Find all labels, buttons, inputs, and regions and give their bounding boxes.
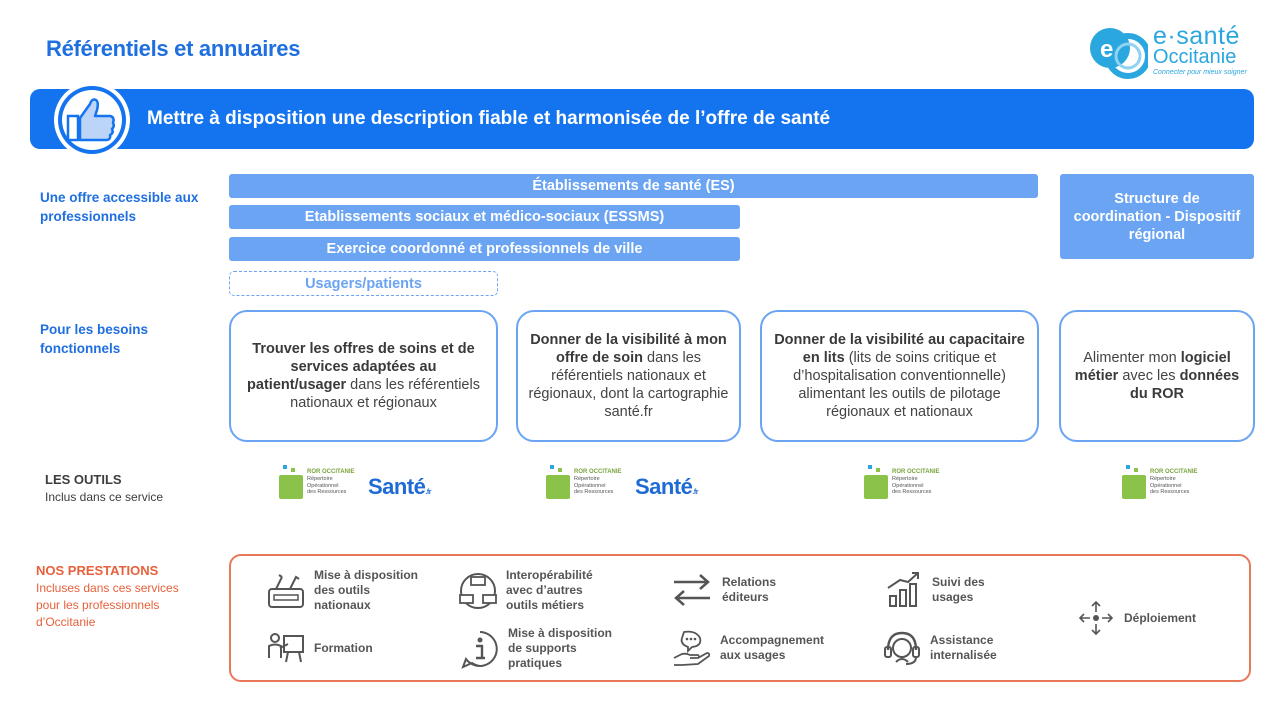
need-card-visibilite-offre [516,310,741,442]
ror-name: ROR OCCITANIE [574,469,622,475]
prestations-title: NOS PRESTATIONS [36,563,159,578]
label-offre: Une offre accessible aux professionnels [40,190,199,224]
need-3-bold: Donner de la visibilité au capacitaire en lits [774,332,1025,366]
tools-title: LES OUTILS [45,472,122,487]
support-hand-icon [672,628,712,668]
presentation-icon [266,628,306,668]
ror-sub2: Opérationnel [574,482,606,489]
svg-text:e: e [1100,36,1114,63]
prestation-label: Mise à disposition des outils nationaux [314,568,419,612]
expand-arrows-icon [1076,598,1116,638]
ror-name: ROR OCCITANIE [307,469,355,475]
ror-sub1: Répertoire [307,476,333,482]
network-icon [458,571,498,611]
ror-logo-2 [546,465,626,501]
prestation-formation [266,628,394,668]
prestation-label: Relations éditeurs [722,575,777,604]
page-title: Référentiels et annuaires [46,36,301,61]
headset-icon [882,628,922,668]
prestations-subtitle: Incluses dans ces services pour les professionnels d’Occitanie [36,581,179,629]
ror-sub1: Répertoire [574,476,600,482]
logo-word2: Occitanie [1153,46,1237,68]
bar-exercice: Exercice coordonné et professionnels de ville [229,237,740,261]
prestation-label: Assistance internalisée [930,633,997,662]
growth-chart-icon [884,570,924,610]
label-besoins: Pour les besoins fonctionnels [40,322,149,356]
need-2-bold: Donner de la visibilité à mon offre de soin [530,332,727,366]
prestation-label: Suivi des usages [932,575,985,604]
exchange-arrows-icon [670,570,714,610]
prestation-outils-nationaux [266,568,429,613]
need-4-mid: avec les [1118,368,1180,384]
need-card-logiciel [1059,310,1255,442]
ror-sub2: Opérationnel [892,482,924,489]
need-4-pre: Alimenter mon [1083,350,1181,366]
ror-sub3: des Ressources [1150,489,1190,495]
ror-sub2: Opérationnel [307,482,339,489]
prestation-label: Mise à disposition de supports pratiques [508,626,613,670]
sante-suffix: .fr [692,489,698,496]
ror-name: ROR OCCITANIE [1150,469,1198,475]
ror-sub1: Répertoire [1150,476,1176,482]
need-1-rest: dans les référentiels nationaux et régionaux [290,377,480,411]
prestation-label: Déploiement [1124,610,1197,625]
need-3-rest: (lits de soins critique et d’hospitalisation conventionnelle) alimentant les outils de pilotage régionaux et nationaux [793,350,1006,420]
sante-text: Santé [635,474,693,499]
bar-essms: Etablissements sociaux et médico-sociaux (ESSMS) [229,205,740,229]
need-card-capacitaire [760,310,1039,442]
banner-text: Mettre à disposition une description fiable et harmonisée de l’offre de santé [147,108,831,129]
bar-usagers: Usagers/patients [229,271,498,296]
need-card-trouver [229,310,498,442]
prestation-accompagnement [672,628,835,668]
ror-logo-1 [279,465,359,501]
tools-subtitle: Inclus dans ce service [45,490,164,504]
ror-sub1: Répertoire [892,476,918,482]
prestation-label: Formation [314,640,373,655]
prestation-deploiement [1076,598,1214,638]
ror-sub3: des Ressources [307,489,347,495]
ror-sub3: des Ressources [574,489,614,495]
sante-fr-logo-2 [635,474,698,500]
prestation-interoperabilite [458,568,606,613]
bar-structure: Structure de coordination - Dispositif régional [1060,174,1254,259]
ror-sub3: des Ressources [892,489,932,495]
need-4-bold2: données du ROR [1130,368,1240,402]
need-2-rest: dans les référentiels nationaux et régionaux, dont la cartographie santé.fr [528,350,729,420]
ror-sub2: Opérationnel [1150,482,1182,489]
prestation-assistance [882,628,1020,668]
prestation-label: Interopérabilité avec d’autres outils métiers [506,568,593,612]
need-4-bold: logiciel métier [1074,350,1231,384]
info-icon [460,629,500,669]
prestation-relations-editeurs [670,570,792,610]
ror-logo-4 [1122,465,1202,501]
sante-fr-logo-1 [368,474,431,500]
toolbox-icon [266,571,306,611]
need-1-bold: Trouver les offres de soins et de services adaptées au patient/usager [247,341,475,393]
sante-suffix: .fr [425,489,431,496]
logo-tagline: Connecter pour mieux soigner [1153,69,1247,76]
bar-es: Établissements de santé (ES) [229,174,1038,198]
prestation-suivi-usages [884,570,1002,610]
ror-name: ROR OCCITANIE [892,469,940,475]
ror-logo-3 [864,465,944,501]
esante-logo-icon [1088,26,1148,82]
prestation-supports [460,626,628,671]
logo-word1: e·santé [1153,22,1240,50]
prestation-label: Accompagnement aux usages [720,633,825,662]
sante-text: Santé [368,474,426,499]
thumbs-up-icon [66,96,118,144]
